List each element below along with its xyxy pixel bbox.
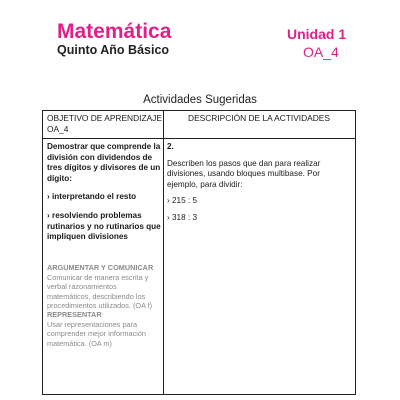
activity-example: › 215 : 5 [167, 196, 198, 206]
header-unit: Unidad 1 [287, 26, 347, 42]
skill-block-representar [47, 310, 161, 348]
skill-heading: ARGUMENTAR Y COMUNICAR [47, 263, 154, 272]
activity-cell [167, 142, 353, 224]
skill-block-argumentar [47, 263, 161, 311]
activity-description: Describen los pasos que dan para realizar divisiones, usando bloques multibase. Por ejemplo, para dividir: [167, 158, 321, 189]
spacer [47, 184, 161, 192]
activity-number: 2. [167, 142, 174, 151]
column-header-objective: OBJETIVO DE APRENDIZAJE OA_4 [47, 113, 162, 134]
skill-heading: REPRESENTAR [47, 310, 102, 319]
header-oa: OA_4 [303, 44, 339, 60]
objective-bullet: › interpretando el resto [47, 192, 137, 202]
section-title: Actividades Sugeridas [143, 94, 257, 106]
header-subject: Matemática [57, 20, 172, 43]
column-divider [163, 111, 164, 394]
activities-table [42, 110, 356, 395]
skill-text: Usar representaciones para comprender mejor información matemática. (OA m) [47, 319, 146, 348]
objective-text: Demostrar que comprende la división con dividendos de tres dígitos y divisores de un dígito: [47, 142, 161, 183]
spacer [47, 203, 161, 211]
skill-text: Comunicar de manera escrita y verbal razonamientos matemáticos, describiendo los procedimientos utilizados. (OA f) [47, 272, 153, 311]
header-grade: Quinto Año Básico [57, 43, 170, 57]
header-divider [43, 138, 355, 139]
column-header-description: DESCRIPCIÓN DE LA ACTIVIDADES [188, 113, 330, 123]
objective-bullet: › resolviendo problemas rutinarios y no rutinarios que impliquen divisiones [47, 210, 161, 242]
objective-cell [47, 142, 161, 243]
activity-example: › 318 : 3 [167, 212, 198, 222]
